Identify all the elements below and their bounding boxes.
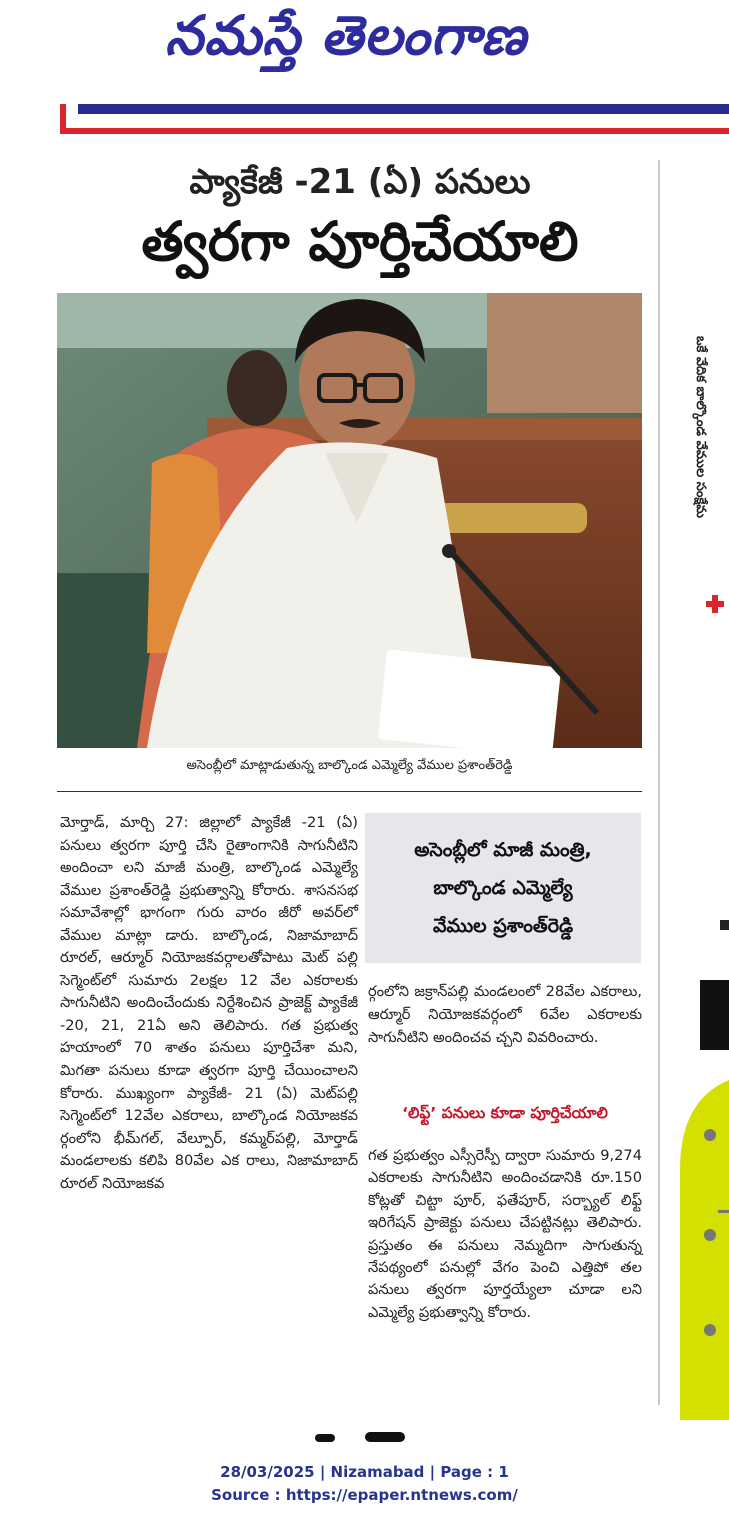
speaker-photo-illustration (57, 293, 642, 748)
article-kicker: ప్యాకేజీ -21 (ఏ) పనులు (189, 162, 531, 202)
pull-quote-line: అసెంబ్లీలో మాజీ మంత్రి, (414, 839, 592, 861)
article-headline: త్వరగా పూర్తిచేయాలి (141, 210, 579, 273)
article-subhead: ‘లిఫ్ట్’ పనులు కూడా పూర్తిచేయాలి (402, 1104, 608, 1122)
adjacent-vertical-headline: ఒకే వేదిక బాల్కొండ వేముల సంక్షేమ (693, 336, 708, 519)
article-body-right-bottom: గత ప్రభుత్వం ఎస్సీరెస్పీ ద్వారా సుమారు 9,274 ఎకరాలకు సాగునీటిని అందించడానికి రూ.150 కోట్లతో చిట్టా పూర్, ఫతేపూర్, సర్బ్యాల్ లిఫ్ట్ ఇరిగేషన్ ప్రాజెక్టు పనులు చేపట్టినట్లు తెలిపారు. ప్రస్తుతం ఈ పనులు నెమ్మదిగా సాగుతున్న నేపథ్యంలో పనుల్లో వేగం పెంచి ఎత్తిపో తల పనులు త్వరగా పూర్తయ్యేలా చూడా లని ఎమ్మెల్యే ప్రభుత్వాన్ని కోరారు. (368, 1147, 642, 1321)
masthead (0, 0, 729, 140)
pull-quote-box (365, 813, 641, 963)
article-body-right-top: ర్గంలోని జక్రాన్‌పల్లి మండలంలో 28వేల ఎకరాలు, ఆర్మూర్ నియోజకవర్గంలో 6వేల ఎకరాలకు సాగునీటిని అందించవ చ్చని వివరించారు. (368, 983, 642, 1046)
article-photo (57, 293, 642, 748)
article-body-left: మోర్తాడ్, మార్చి 27: జిల్లాలో ప్యాకేజీ -21 (ఏ) పనులు త్వరగా పూర్తి చేసి రైతాంగానికి సాగునీటిని అందించా లని మాజీ మంత్రి, బాల్కొండ ఎమ్మెల్యే వేముల ప్రశాంత్‌రెడ్డి ప్రభుత్వాన్ని కోరారు. శాసనసభ సమావేశాల్లో భాగంగా గురు వారం జీరో అవర్‌లో వేముల మాట్లా డారు. బాల్కొండ, నిజామాబాద్ రూరల్, ఆర్మూర్ నియోజకవర్గాలతోపాటు మెట్ పల్లి సెగ్మెంట్‌లో సుమారు 2లక్షల 12 వేల ఎకరాలకు సాగునీటిని అందించేందుకు నిర్దేశించిన ప్రాజెక్ట్ ప్యాకేజీ -20, 21, 21ఏ అని తెలిపారు. గత ప్రభుత్వ హయాంలో 70 శాతం పనులు పూర్తిచేశా మని, మిగతా పనులు కూడా త్వరగా పూర్తి చేయించాలని కోరారు. ముఖ్యంగా ప్యాకేజీ- 21 (ఏ) మెట్‌పల్లి సెగ్మెంట్‌లో 12వేల ఎకరాలు, బాల్కొండ నియోజకవ ర్గంలోని భీమ్‌గల్, వేల్పూర్, కమ్మర్‌పల్లి, మోర్తాడ్ మండలాలకు కలిపి 80వేల ఎక రాలు, నిజామాబాద్ రూరల్ నియోజకవ (60, 814, 358, 1192)
pull-quote-line: వేముల ప్రశాంత్‌రెడ్డి (432, 915, 574, 937)
photo-caption: అసెంబ్లీలో మాట్లాడుతున్న బాల్కొండ ఎమ్మెల్యే వేముల ప్రశాంత్‌రెడ్డి (186, 758, 513, 773)
masthead-red-rule (60, 128, 729, 134)
footer-date-edition: 28/03/2025 | Nizamabad | Page : 1 (220, 1463, 509, 1481)
footer-source[interactable]: Source : https://epaper.ntnews.com/ (211, 1486, 518, 1504)
next-article-fragment (300, 1432, 430, 1442)
newspaper-title: నమస్తే తెలంగాణ (165, 4, 527, 67)
pull-quote-line: బాల్కొండ ఎమ్మెల్యే (433, 877, 573, 899)
caption-divider (57, 791, 642, 792)
masthead-blue-rule (78, 104, 729, 114)
page-footer (0, 1461, 729, 1507)
